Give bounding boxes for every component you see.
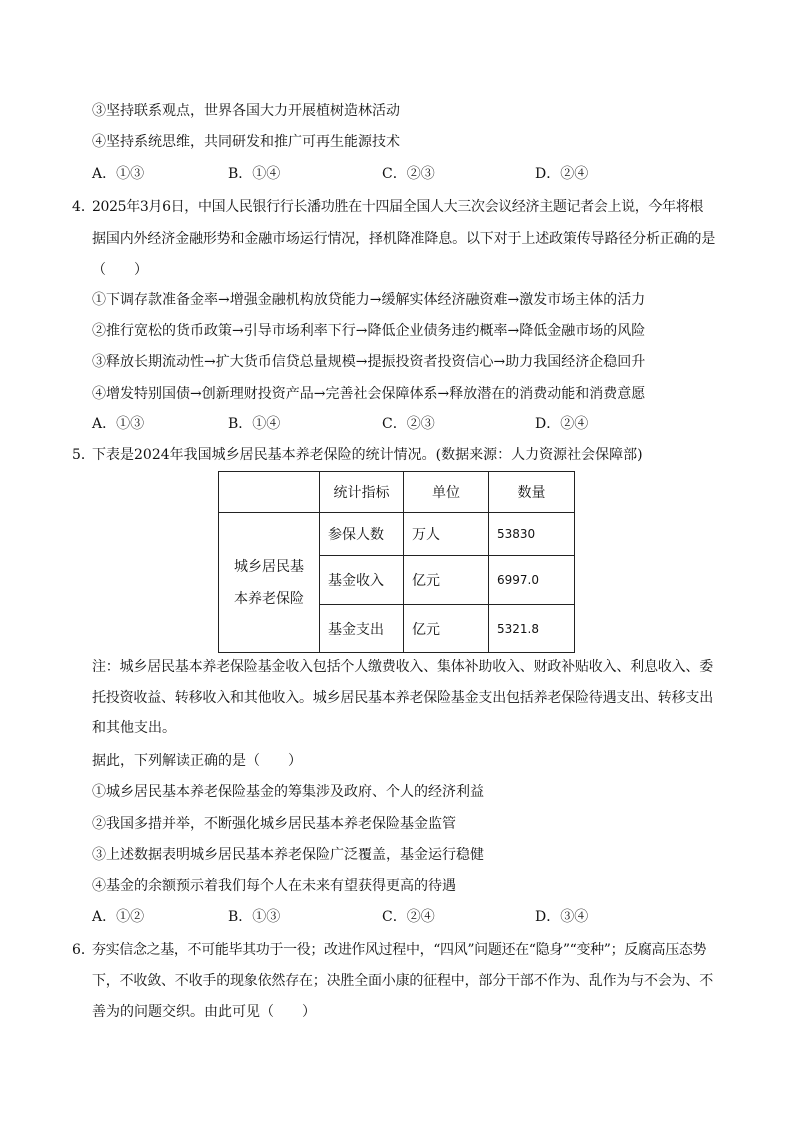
row-group-label-line2: 本养老保险 <box>234 590 304 607</box>
q6-stem-line2: 下，不收敛、不收手的现象依然存在；决胜全面小康的征程中，部分干部不作为、乱作为与不会为、不 <box>92 973 713 989</box>
q4-stem-line2: 据国内外经济金融形势和金融市场运行情况，择机降准降息。以下对于上述政策传导路径分析正确的是 <box>92 231 716 247</box>
table-header-row <box>219 472 575 513</box>
q4-item-4: ④增发特别国债→创新理财投资产品→完善社会保障体系→释放潜在的消费动能和消费意愿 <box>92 386 646 402</box>
q4-option-a: A．①③ <box>92 416 145 432</box>
cell-indicator: 基金收入 <box>320 556 404 605</box>
header-quantity: 数量 <box>489 472 575 513</box>
q6-number: 6． <box>72 942 95 958</box>
q5-stem: 下表是2024年我国城乡居民基本养老保险的统计情况。(数据来源：人力资源社会保障部) <box>92 447 643 463</box>
q3-option-d: D．②④ <box>535 166 589 182</box>
cell-unit: 亿元 <box>404 605 489 653</box>
q3-option-c: C．②③ <box>382 166 435 182</box>
cell-indicator: 基金支出 <box>320 605 404 653</box>
header-indicator: 统计指标 <box>320 472 404 513</box>
cell-indicator: 参保人数 <box>320 513 404 556</box>
q4-item-3: ③释放长期流动性→扩大货币信贷总量规模→提振投资者投资信心→助力我国经济企稳回升 <box>92 354 646 370</box>
q3-option-b: B．①④ <box>228 166 281 182</box>
cell-value: 6997.0 <box>489 556 575 605</box>
cell-value: 53830 <box>489 513 575 556</box>
row-group-label <box>219 513 320 653</box>
q4-number: 4． <box>72 199 95 215</box>
q5-note-line1: 注：城乡居民基本养老保险基金收入包括个人缴费收入、集体补助收入、财政补贴收入、利息收入、委 <box>92 659 713 675</box>
cell-value: 5321.8 <box>489 605 575 653</box>
q5-note-line3: 和其他支出。 <box>92 720 176 736</box>
q4-stem-line1: 2025年3月6日，中国人民银行行长潘功胜在十四届全国人大三次会议经济主题记者会上说，今年将根 <box>92 199 703 215</box>
q3-item-3: ③坚持联系观点，世界各国大力开展植树造林活动 <box>92 103 400 119</box>
cell-unit: 万人 <box>404 513 489 556</box>
q5-number: 5． <box>72 447 95 463</box>
insurance-statistics-table <box>218 471 575 653</box>
q6-stem-line1: 夯实信念之基，不可能毕其功于一役；改进作风过程中，“四风”问题还在“隐身”“变种”；反腐高压态势 <box>92 942 707 958</box>
q5-option-a: A．①② <box>92 909 145 925</box>
q4-stem-line3: （ ） <box>92 262 148 278</box>
q3-option-a: A．①③ <box>92 166 145 182</box>
q5-option-b: B．①③ <box>228 909 281 925</box>
q4-item-1: ①下调存款准备金率→增强金融机构放贷能力→缓解实体经济融资难→激发市场主体的活力 <box>92 292 646 308</box>
q5-question: 据此，下列解读正确的是（ ） <box>92 753 302 769</box>
q3-item-4: ④坚持系统思维，共同研发和推广可再生能源技术 <box>92 134 400 150</box>
header-unit: 单位 <box>404 472 489 513</box>
q4-option-b: B．①④ <box>228 416 281 432</box>
q5-option-c: C．②④ <box>382 909 435 925</box>
q4-item-2: ②推行宽松的货币政策→引导市场利率下行→降低企业债务违约概率→降低金融市场的风险 <box>92 323 646 339</box>
table-row <box>219 513 575 556</box>
q6-stem-line3: 善为的问题交织。由此可见（ ） <box>92 1004 316 1020</box>
table-corner-cell <box>219 472 320 513</box>
q5-item-3: ③上述数据表明城乡居民基本养老保险广泛覆盖，基金运行稳健 <box>92 847 484 863</box>
q5-option-d: D．③④ <box>535 909 589 925</box>
q4-option-d: D．②④ <box>535 416 589 432</box>
q4-option-c: C．②③ <box>382 416 435 432</box>
row-group-label-line1: 城乡居民基 <box>234 558 304 575</box>
q5-item-1: ①城乡居民基本养老保险基金的筹集涉及政府、个人的经济利益 <box>92 784 484 800</box>
q5-item-2: ②我国多措并举，不断强化城乡居民基本养老保险基金监管 <box>92 816 456 832</box>
q5-item-4: ④基金的余额预示着我们每个人在未来有望获得更高的待遇 <box>92 878 456 894</box>
q5-note-line2: 托投资收益、转移收入和其他收入。城乡居民基本养老保险基金支出包括养老保险待遇支出、转移支出 <box>92 690 713 706</box>
cell-unit: 亿元 <box>404 556 489 605</box>
